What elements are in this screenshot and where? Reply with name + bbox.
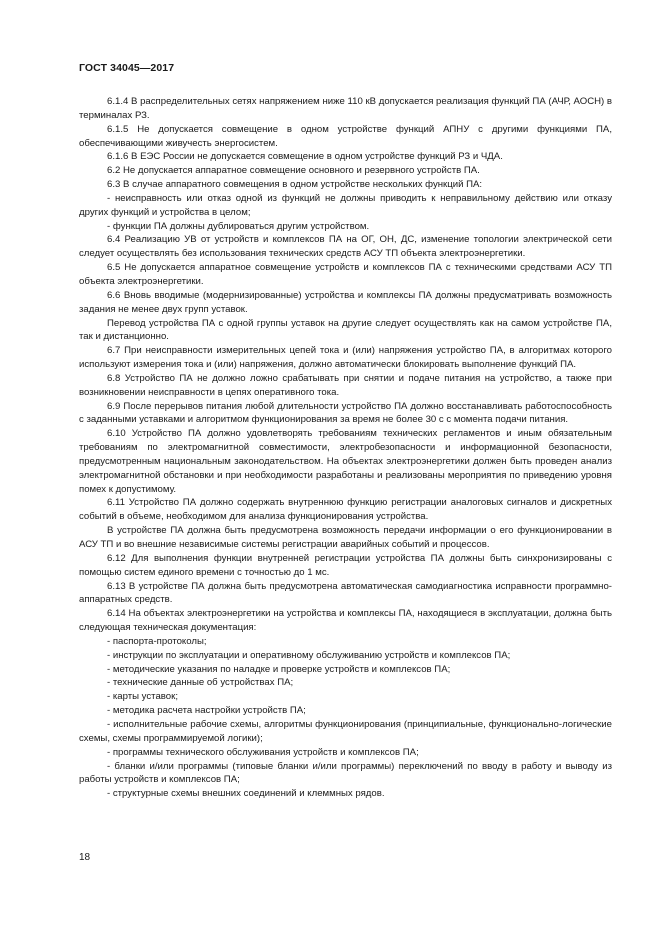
paragraph: 6.4 Реализацию УВ от устройств и комплексов ПА на ОГ, ОН, ДС, изменение топологии электрической сети следует осуществлять без использования технических средств АСУ ТП объекта электроэнергетики.: [79, 234, 612, 260]
list-item: - исполнительные рабочие схемы, алгоритмы функционирования (принципиальные, функционально-логические схемы, схемы программируемой логики);: [79, 718, 612, 744]
document-body: [79, 95, 612, 801]
paragraph: 6.8 Устройство ПА не должно ложно срабатывать при снятии и подаче питания на устройство, а также при возникновении неисправности в цепях оперативного тока.: [79, 372, 612, 398]
paragraph: 6.6 Вновь вводимые (модернизированные) устройства и комплексы ПА должны предусматривать возможность задания не менее двух групп уставок.: [79, 289, 612, 315]
paragraph: 6.1.4 В распределительных сетях напряжением ниже 110 кВ допускается реализация функций ПА (АЧР, АОСН) в терминалах РЗ.: [79, 96, 613, 121]
paragraph: 6.14 На объектах электроэнергетики на устройства и комплексы ПА, находящиеся в эксплуатации, должна быть следующая техническая документация:: [79, 608, 612, 634]
paragraph: 6.2 Не допускается аппаратное совмещение основного и резервного устройств ПА.: [107, 165, 480, 177]
paragraph: 6.3 В случае аппаратного совмещения в одном устройстве нескольких функций ПА:: [107, 179, 483, 191]
list-item: - карты уставок;: [107, 691, 178, 703]
paragraph: 6.11 Устройство ПА должно содержать внутреннюю функцию регистрации аналоговых сигналов и дискретных событий в объеме, необходимом для анализа функционирования устройства.: [79, 497, 612, 523]
paragraph: 6.9 После перерывов питания любой длительности устройство ПА должно восстанавливать работоспособность с заданными уставками и алгоритмом функционирования за время не более 30 с с момента подачи питания.: [79, 400, 612, 426]
list-item: - методические указания по наладке и проверке устройств и комплексов ПА;: [107, 663, 451, 675]
paragraph: 6.12 Для выполнения функции внутренней регистрации устройства ПА должны быть синхронизированы с помощью систем единого времени с точностью до 1 мс.: [79, 552, 612, 578]
paragraph: 6.5 Не допускается аппаратное совмещение устройств и комплексов ПА с техническими средствами АСУ ТП объекта электроэнергетики.: [79, 262, 612, 287]
paragraph: 6.13 В устройстве ПА должна быть предусмотрена автоматическая самодиагностика исправности программно-аппаратных средств.: [79, 580, 612, 606]
paragraph: Перевод устройства ПА с одной группы уставок на другие следует осуществлять как на самом устройстве ПА, так и дистанционно.: [79, 317, 612, 343]
list-item: - структурные схемы внешних соединений и клеммных рядов.: [107, 788, 385, 800]
list-item: - функции ПА должны дублироваться другим устройством.: [107, 220, 370, 232]
paragraph: 6.1.5 Не допускается совмещение в одном устройстве функций АПНУ с другими функциями ПА, обеспечивающими живучесть энергосистем.: [79, 123, 612, 149]
document-header: ГОСТ 34045—2017: [79, 62, 175, 74]
list-item: - инструкции по эксплуатации и оперативному обслуживанию устройств и комплексов ПА;: [107, 649, 511, 661]
list-item: - неисправность или отказ одной из функций не должны приводить к неправильному действию или отказу других функций и устройства в целом;: [79, 192, 612, 218]
list-item: - паспорта-протоколы;: [107, 635, 207, 647]
list-item: - технические данные об устройствах ПА;: [107, 677, 294, 689]
list-item: - программы технического обслуживания устройств и комплексов ПА;: [107, 746, 419, 758]
page-number: 18: [79, 852, 91, 863]
paragraph: 6.10 Устройство ПА должно удовлетворять требованиям технических регламентов и иным обязательным требованиям по электромагнитной совместимости, электробезопасности и информационной безопасности, предусмотренным национальным законодательством. На объектах электроэнергетики должен быть проведен анализ электромагнитной обстановки и при необходимости разработаны и реализованы мероприятия по приведению уровня помех к допустимому.: [79, 428, 612, 495]
paragraph: 6.1.6 В ЕЭС России не допускается совмещение в одном устройстве функций РЗ и ЧДА.: [107, 151, 503, 163]
paragraph: В устройстве ПА должна быть предусмотрена возможность передачи информации о его функционировании в АСУ ТП и во внешние независимые системы регистрации аварийных событий и процессов.: [79, 525, 612, 550]
list-item: - бланки и/или программы (типовые бланки и/или программы) переключений по вводу в работу и выводу из работы устройств и комплексов ПА;: [79, 760, 612, 786]
list-item: - методика расчета настройки устройств ПА;: [107, 705, 306, 717]
paragraph: 6.7 При неисправности измерительных цепей тока и (или) напряжения устройство ПА, в алгоритмах которого используют измерения тока и (или) напряжения, должно автоматически блокировать выполнение функций ПА.: [79, 345, 612, 371]
